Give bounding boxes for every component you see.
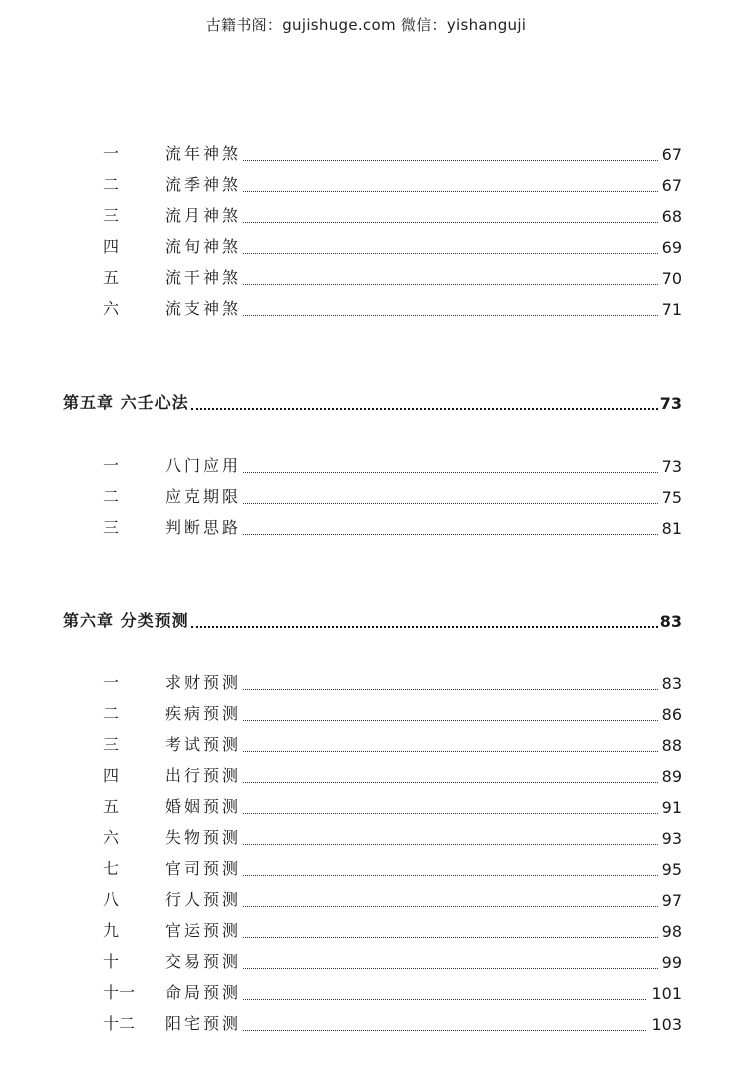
entry-number: 七 — [103, 859, 120, 878]
entry-page: 103 — [651, 1015, 682, 1034]
entry-title: 流支神煞 — [165, 299, 242, 318]
entry-number: 十二 — [103, 1014, 136, 1033]
entry-number: 四 — [103, 766, 120, 785]
entry-number: 十一 — [103, 983, 136, 1002]
entry-page: 69 — [661, 238, 682, 257]
toc-entry[interactable] — [0, 485, 732, 509]
dot-leader — [243, 160, 658, 161]
entry-number: 六 — [103, 828, 120, 847]
dot-leader — [243, 1030, 646, 1031]
toc-entry[interactable] — [0, 919, 732, 943]
dot-leader — [243, 968, 658, 969]
entry-title: 流旬神煞 — [165, 237, 242, 256]
entry-title: 疾病预测 — [165, 704, 242, 723]
dot-leader — [243, 782, 658, 783]
entry-page: 81 — [661, 519, 682, 538]
entry-number: 一 — [103, 456, 120, 475]
entry-title: 流干神煞 — [165, 268, 242, 287]
dot-leader — [191, 626, 658, 628]
toc-entry[interactable] — [0, 235, 732, 259]
entry-title: 流月神煞 — [165, 206, 242, 225]
entry-title: 应克期限 — [165, 487, 242, 506]
toc-entry[interactable] — [0, 950, 732, 974]
dot-leader — [243, 906, 658, 907]
entry-page: 93 — [661, 829, 682, 848]
entry-page: 75 — [661, 488, 682, 507]
entry-title: 考试预测 — [165, 735, 242, 754]
toc-entry[interactable] — [0, 981, 732, 1005]
entry-page: 95 — [661, 860, 682, 879]
entry-page: 86 — [661, 705, 682, 724]
entry-number: 三 — [103, 206, 120, 225]
entry-page: 101 — [651, 984, 682, 1003]
entry-page: 73 — [661, 457, 682, 476]
entry-number: 一 — [103, 144, 120, 163]
toc-entry[interactable] — [0, 795, 732, 819]
dot-leader — [243, 222, 658, 223]
entry-number: 二 — [103, 704, 120, 723]
dot-leader — [243, 284, 658, 285]
entry-page: 99 — [661, 953, 682, 972]
dot-leader — [243, 315, 658, 316]
entry-title: 官司预测 — [165, 859, 242, 878]
entry-page: 67 — [661, 176, 682, 195]
entry-page: 98 — [661, 922, 682, 941]
entry-number: 九 — [103, 921, 120, 940]
entry-title: 婚姻预测 — [165, 797, 242, 816]
entry-title: 流季神煞 — [165, 175, 242, 194]
dot-leader — [243, 813, 658, 814]
toc-entry[interactable] — [0, 857, 732, 881]
entry-number: 二 — [103, 487, 120, 506]
toc-entry[interactable] — [0, 671, 732, 695]
entry-title: 交易预测 — [165, 952, 242, 971]
entry-title: 阳宅预测 — [165, 1014, 242, 1033]
chapter-title: 第六章 分类预测 — [63, 611, 189, 630]
toc-entry[interactable] — [0, 516, 732, 540]
toc-entry[interactable] — [0, 826, 732, 850]
toc-entry[interactable] — [0, 266, 732, 290]
dot-leader — [243, 937, 658, 938]
toc-entry[interactable] — [0, 1012, 732, 1036]
entry-number: 五 — [103, 268, 120, 287]
chapter-heading[interactable] — [0, 391, 732, 415]
toc-entry[interactable] — [0, 297, 732, 321]
dot-leader — [243, 503, 658, 504]
entry-title: 出行预测 — [165, 766, 242, 785]
toc-entry[interactable] — [0, 888, 732, 912]
chapter-page: 73 — [659, 394, 682, 413]
entry-title: 失物预测 — [165, 828, 242, 847]
entry-title: 八门应用 — [165, 456, 242, 475]
entry-page: 83 — [661, 674, 682, 693]
toc-entry[interactable] — [0, 142, 732, 166]
entry-page: 88 — [661, 736, 682, 755]
entry-page: 67 — [661, 145, 682, 164]
toc-entry[interactable] — [0, 173, 732, 197]
toc-entry[interactable] — [0, 733, 732, 757]
entry-page: 68 — [661, 207, 682, 226]
entry-title: 流年神煞 — [165, 144, 242, 163]
entry-number: 一 — [103, 673, 120, 692]
entry-page: 91 — [661, 798, 682, 817]
dot-leader — [191, 408, 658, 410]
entry-page: 70 — [661, 269, 682, 288]
dot-leader — [243, 720, 658, 721]
dot-leader — [243, 844, 658, 845]
watermark-header: 古籍书阁：gujishuge.com 微信：yishanguji — [205, 16, 527, 34]
entry-number: 四 — [103, 237, 120, 256]
toc-entry[interactable] — [0, 764, 732, 788]
entry-title: 命局预测 — [165, 983, 242, 1002]
dot-leader — [243, 472, 658, 473]
entry-page: 71 — [661, 300, 682, 319]
entry-number: 三 — [103, 518, 120, 537]
entry-number: 十 — [103, 952, 120, 971]
toc-entry[interactable] — [0, 702, 732, 726]
entry-title: 求财预测 — [165, 673, 242, 692]
dot-leader — [243, 191, 658, 192]
chapter-title: 第五章 六壬心法 — [63, 393, 189, 412]
dot-leader — [243, 999, 646, 1000]
dot-leader — [243, 875, 658, 876]
entry-title: 官运预测 — [165, 921, 242, 940]
dot-leader — [243, 253, 658, 254]
chapter-heading[interactable] — [0, 609, 732, 633]
toc-entry[interactable] — [0, 454, 732, 478]
entry-page: 89 — [661, 767, 682, 786]
entry-number: 八 — [103, 890, 120, 909]
chapter-page: 83 — [659, 612, 682, 631]
dot-leader — [243, 751, 658, 752]
entry-number: 五 — [103, 797, 120, 816]
entry-title: 行人预测 — [165, 890, 242, 909]
entry-title: 判断思路 — [165, 518, 242, 537]
entry-number: 三 — [103, 735, 120, 754]
toc-entry[interactable] — [0, 204, 732, 228]
entry-number: 六 — [103, 299, 120, 318]
dot-leader — [243, 689, 658, 690]
dot-leader — [243, 534, 658, 535]
entry-page: 97 — [661, 891, 682, 910]
entry-number: 二 — [103, 175, 120, 194]
